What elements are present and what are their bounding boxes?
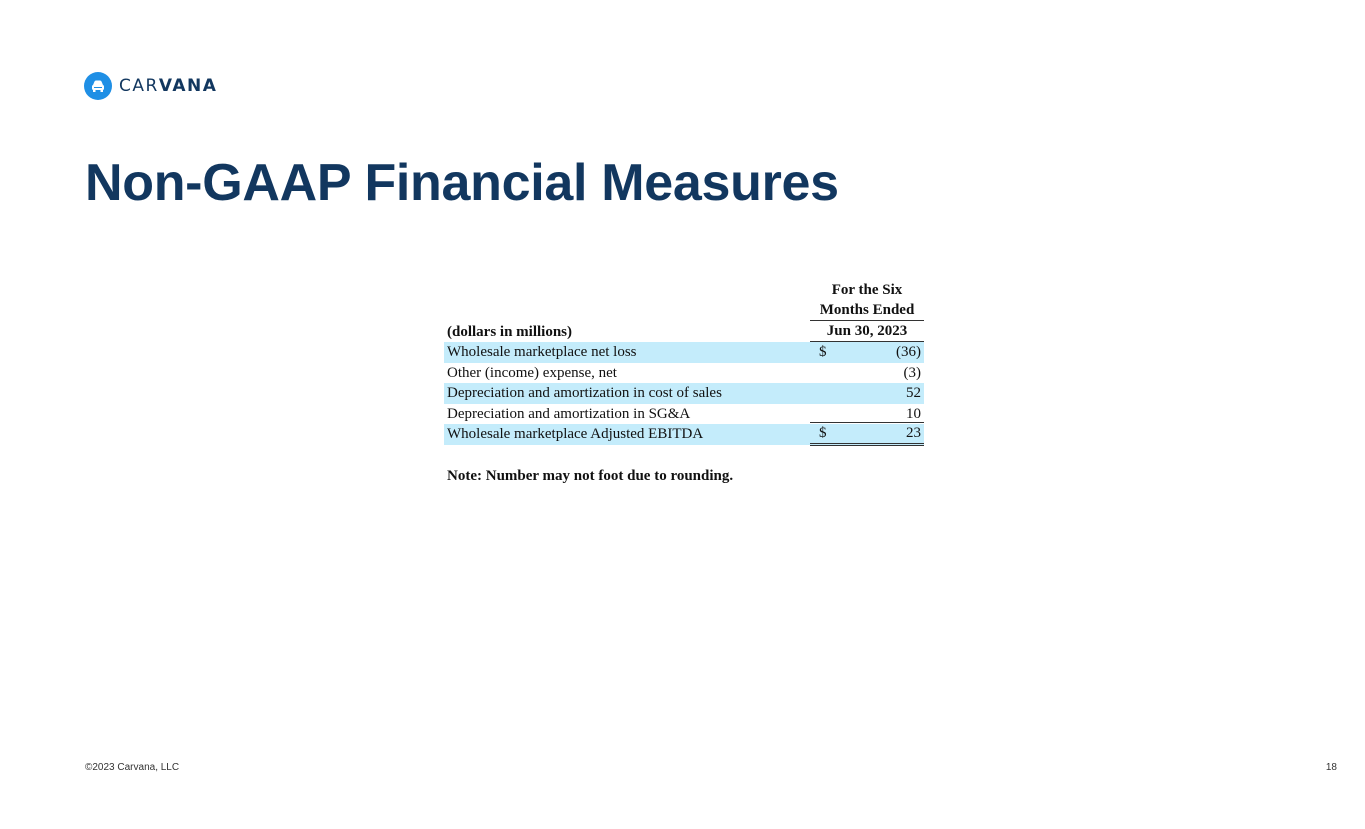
row-value: 23: [906, 425, 921, 442]
period-header-line1: For the Six: [831, 282, 903, 298]
table-row: [444, 404, 924, 425]
page-title: Non-GAAP Financial Measures: [85, 154, 839, 212]
table-row: [444, 383, 924, 404]
row-currency: $: [819, 425, 827, 442]
period-header-line2: Months Ended: [819, 302, 915, 318]
table-header-row: [444, 320, 924, 342]
table-row: [444, 363, 924, 384]
units-label: (dollars in millions): [447, 324, 573, 340]
row-label: Other (income) expense, net: [447, 364, 617, 381]
financial-table: [444, 280, 924, 445]
row-value: 52: [906, 385, 921, 402]
carvana-logo: [84, 72, 217, 100]
row-value: (3): [903, 364, 921, 381]
row-label: Depreciation and amortization in cost of sales: [447, 385, 722, 402]
logo-wordmark: CARVANA: [119, 75, 218, 96]
table-row: [444, 342, 924, 363]
period-header: [444, 280, 924, 320]
row-label: Depreciation and amortization in SG&A: [447, 405, 691, 422]
rounding-note: Note: Number may not foot due to rounding.: [447, 468, 734, 484]
row-label: Wholesale marketplace Adjusted EBITDA: [447, 426, 704, 443]
period-date: Jun 30, 2023: [810, 320, 924, 342]
copyright: ©2023 Carvana, LLC: [85, 762, 180, 773]
row-currency: $: [819, 344, 827, 361]
page-number: 18: [1325, 762, 1337, 773]
car-icon: [84, 72, 112, 100]
table-total-row: [444, 424, 924, 445]
row-value: (36): [896, 344, 921, 361]
row-value: 10: [906, 405, 921, 422]
row-label: Wholesale marketplace net loss: [447, 344, 637, 361]
